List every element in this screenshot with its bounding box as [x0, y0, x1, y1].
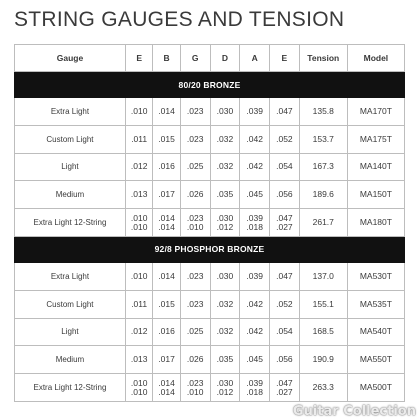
- gauge-value: .023: [186, 105, 204, 116]
- table-row: [15, 318, 405, 346]
- gauge-name-cell: Extra Light 12-String: [15, 209, 126, 237]
- gauge-value: .039: [246, 105, 263, 116]
- column-header-a: A: [240, 45, 270, 72]
- gauge-value: .035: [216, 189, 234, 200]
- string-gauge-cell: [210, 262, 240, 290]
- string-gauge-cell: [240, 262, 270, 290]
- string-gauge-cell: [210, 181, 240, 209]
- gauge-value: .047: [276, 105, 293, 116]
- gauge-value: .013: [130, 189, 148, 200]
- string-gauge-cell: [180, 346, 210, 374]
- gauge-value: .014: [158, 221, 175, 232]
- section-header-row: [15, 236, 405, 262]
- gauge-value: .047: [276, 212, 293, 223]
- string-gauge-cell: [125, 98, 152, 126]
- watermark: Guitar Collection: [292, 404, 416, 419]
- gauge-value: .023: [186, 377, 204, 388]
- string-gauge-cell: [270, 98, 300, 126]
- string-gauge-cell: [240, 346, 270, 374]
- string-gauge-cell: [270, 181, 300, 209]
- tension-cell: 135.8: [299, 98, 347, 126]
- column-header-model: Model: [347, 45, 404, 72]
- table-row: [15, 290, 405, 318]
- gauge-value: .010: [130, 377, 148, 388]
- string-gauge-cell: [125, 290, 152, 318]
- column-header-b: B: [153, 45, 180, 72]
- tension-cell: 168.5: [299, 318, 347, 346]
- gauge-value: .012: [130, 161, 148, 172]
- string-gauge-cell: [270, 125, 300, 153]
- table-row: [15, 209, 405, 237]
- gauge-value: .056: [276, 189, 293, 200]
- gauge-name-cell: Custom Light: [15, 125, 126, 153]
- string-gauge-cell: [180, 374, 210, 402]
- tension-cell: 263.3: [299, 374, 347, 402]
- gauge-name-cell: Custom Light: [15, 290, 126, 318]
- column-header-e-low: E: [270, 45, 300, 72]
- column-header-d: D: [210, 45, 240, 72]
- gauge-value: .017: [158, 189, 175, 200]
- gauge-value: .035: [216, 354, 234, 365]
- section-title: 80/20 BRONZE: [15, 72, 405, 98]
- gauge-value: .056: [276, 354, 293, 365]
- gauge-value: .039: [246, 270, 263, 281]
- string-gauge-cell: [210, 346, 240, 374]
- model-cell: MA140T: [347, 153, 404, 181]
- string-gauge-cell: [153, 125, 180, 153]
- table-row: [15, 125, 405, 153]
- column-header-g: G: [180, 45, 210, 72]
- gauge-value: .014: [158, 212, 175, 223]
- model-cell: MA550T: [347, 346, 404, 374]
- tension-cell: 261.7: [299, 209, 347, 237]
- string-gauge-cell: [180, 290, 210, 318]
- string-gauge-cell: [210, 153, 240, 181]
- model-cell: MA535T: [347, 290, 404, 318]
- string-gauge-table: [14, 44, 405, 402]
- gauge-value: .042: [246, 133, 263, 144]
- gauge-value: .023: [186, 212, 204, 223]
- model-cell: MA500T: [347, 374, 404, 402]
- string-gauge-cell: [240, 318, 270, 346]
- string-gauge-cell: [125, 181, 152, 209]
- gauge-name-cell: Light: [15, 318, 126, 346]
- gauge-value: .047: [276, 270, 293, 281]
- gauge-value: .032: [216, 326, 234, 337]
- gauge-name-cell: Extra Light 12-String: [15, 374, 126, 402]
- string-gauge-cell: [270, 153, 300, 181]
- gauge-value: .014: [158, 386, 175, 397]
- string-gauge-cell: [180, 318, 210, 346]
- string-gauge-cell: [180, 98, 210, 126]
- gauge-value: .032: [216, 161, 234, 172]
- model-cell: MA170T: [347, 98, 404, 126]
- string-gauge-cell: [180, 262, 210, 290]
- table-row: [15, 153, 405, 181]
- string-gauge-cell: [153, 262, 180, 290]
- gauge-name-cell: Light: [15, 153, 126, 181]
- tension-cell: 189.6: [299, 181, 347, 209]
- string-gauge-cell: [240, 98, 270, 126]
- gauge-value: .023: [186, 298, 204, 309]
- string-gauge-cell: [153, 290, 180, 318]
- model-cell: MA175T: [347, 125, 404, 153]
- gauge-value: .052: [276, 298, 293, 309]
- gauge-value: .047: [276, 377, 293, 388]
- gauge-value: .032: [216, 298, 234, 309]
- gauge-value: .012: [130, 326, 148, 337]
- string-gauge-cell: [270, 374, 300, 402]
- gauge-value: .011: [131, 298, 148, 309]
- string-gauge-cell: [153, 209, 180, 237]
- string-gauge-cell: [210, 374, 240, 402]
- gauge-value: .015: [158, 133, 175, 144]
- gauge-name-cell: Extra Light: [15, 262, 126, 290]
- gauge-value: .017: [158, 354, 175, 365]
- string-gauge-cell: [240, 125, 270, 153]
- gauge-name-cell: Extra Light: [15, 98, 126, 126]
- string-gauge-cell: [153, 153, 180, 181]
- gauge-value: .039: [246, 377, 263, 388]
- gauge-value: .014: [158, 270, 175, 281]
- gauge-value: .023: [186, 270, 204, 281]
- model-cell: MA540T: [347, 318, 404, 346]
- string-gauge-cell: [125, 318, 152, 346]
- gauge-value: .042: [246, 326, 263, 337]
- string-gauge-cell: [153, 98, 180, 126]
- gauge-value: .023: [186, 133, 204, 144]
- string-gauge-cell: [180, 209, 210, 237]
- tension-cell: 153.7: [299, 125, 347, 153]
- string-gauge-cell: [125, 346, 152, 374]
- string-gauge-cell: [240, 290, 270, 318]
- table-header-row: [15, 45, 405, 72]
- gauge-value: .030: [216, 105, 234, 116]
- string-gauge-cell: [153, 318, 180, 346]
- string-gauge-cell: [210, 318, 240, 346]
- gauge-value: .016: [158, 161, 175, 172]
- gauge-value: .042: [246, 298, 263, 309]
- string-gauge-cell: [240, 209, 270, 237]
- table-body: [15, 72, 405, 402]
- string-gauge-cell: [125, 209, 152, 237]
- gauge-value: .025: [186, 326, 204, 337]
- string-gauge-cell: [180, 125, 210, 153]
- gauge-value: .026: [186, 189, 204, 200]
- gauge-value: .010: [130, 386, 148, 397]
- gauge-value: .012: [216, 386, 234, 397]
- tension-cell: 137.0: [299, 262, 347, 290]
- gauge-value: .010: [130, 221, 148, 232]
- table-row: [15, 262, 405, 290]
- table-row: [15, 181, 405, 209]
- page-title: STRING GAUGES AND TENSION: [14, 8, 345, 31]
- table-row: [15, 98, 405, 126]
- string-gauge-cell: [210, 125, 240, 153]
- gauge-value: .015: [158, 298, 175, 309]
- gauge-value: .013: [130, 354, 148, 365]
- gauge-value: .010: [186, 221, 204, 232]
- string-gauge-cell: [125, 153, 152, 181]
- table-row: [15, 374, 405, 402]
- gauge-value: .026: [186, 354, 204, 365]
- model-cell: MA180T: [347, 209, 404, 237]
- gauge-value: .014: [158, 105, 175, 116]
- string-gauge-cell: [180, 181, 210, 209]
- gauge-value: .054: [276, 326, 293, 337]
- gauge-value: .014: [158, 377, 175, 388]
- table-row: [15, 346, 405, 374]
- gauge-value: .010: [186, 386, 204, 397]
- gauge-value: .030: [216, 270, 234, 281]
- column-header-e-high: E: [125, 45, 152, 72]
- gauge-value: .030: [216, 377, 234, 388]
- string-gauge-cell: [125, 125, 152, 153]
- string-gauge-cell: [270, 346, 300, 374]
- string-gauge-cell: [125, 374, 152, 402]
- gauge-value: .032: [216, 133, 234, 144]
- string-gauge-cell: [153, 374, 180, 402]
- string-gauge-cell: [270, 262, 300, 290]
- gauge-value: .042: [246, 161, 263, 172]
- string-gauge-cell: [210, 290, 240, 318]
- section-title: 92/8 PHOSPHOR BRONZE: [15, 236, 405, 262]
- gauge-value: .010: [130, 270, 148, 281]
- string-gauge-cell: [240, 181, 270, 209]
- gauge-name-cell: Medium: [15, 346, 126, 374]
- gauge-value: .010: [130, 212, 148, 223]
- gauge-value: .012: [216, 221, 234, 232]
- tension-cell: 167.3: [299, 153, 347, 181]
- tension-cell: 190.9: [299, 346, 347, 374]
- string-gauge-cell: [210, 98, 240, 126]
- string-gauge-cell: [240, 153, 270, 181]
- string-gauge-cell: [153, 346, 180, 374]
- gauge-value: .045: [246, 189, 263, 200]
- column-header-gauge: Gauge: [15, 45, 126, 72]
- string-gauge-cell: [270, 318, 300, 346]
- gauge-value: .018: [246, 221, 263, 232]
- string-gauge-cell: [270, 209, 300, 237]
- gauge-value: .027: [276, 221, 293, 232]
- section-header-row: [15, 72, 405, 98]
- gauge-name-cell: Medium: [15, 181, 126, 209]
- column-header-tension: Tension: [299, 45, 347, 72]
- string-gauge-cell: [180, 153, 210, 181]
- tension-cell: 155.1: [299, 290, 347, 318]
- string-gauge-cell: [125, 262, 152, 290]
- model-cell: MA150T: [347, 181, 404, 209]
- gauge-value: .039: [246, 212, 263, 223]
- gauge-value: .052: [276, 133, 293, 144]
- string-gauge-cell: [240, 374, 270, 402]
- gauge-value: .018: [246, 386, 263, 397]
- model-cell: MA530T: [347, 262, 404, 290]
- string-gauge-cell: [270, 290, 300, 318]
- string-gauge-cell: [210, 209, 240, 237]
- gauge-value: .030: [216, 212, 234, 223]
- gauge-value: .010: [130, 105, 148, 116]
- gauge-value: .011: [131, 133, 148, 144]
- gauge-value: .025: [186, 161, 204, 172]
- string-gauge-cell: [153, 181, 180, 209]
- gauge-value: .027: [276, 386, 293, 397]
- gauge-value: .045: [246, 354, 263, 365]
- gauge-value: .016: [158, 326, 175, 337]
- gauge-value: .054: [276, 161, 293, 172]
